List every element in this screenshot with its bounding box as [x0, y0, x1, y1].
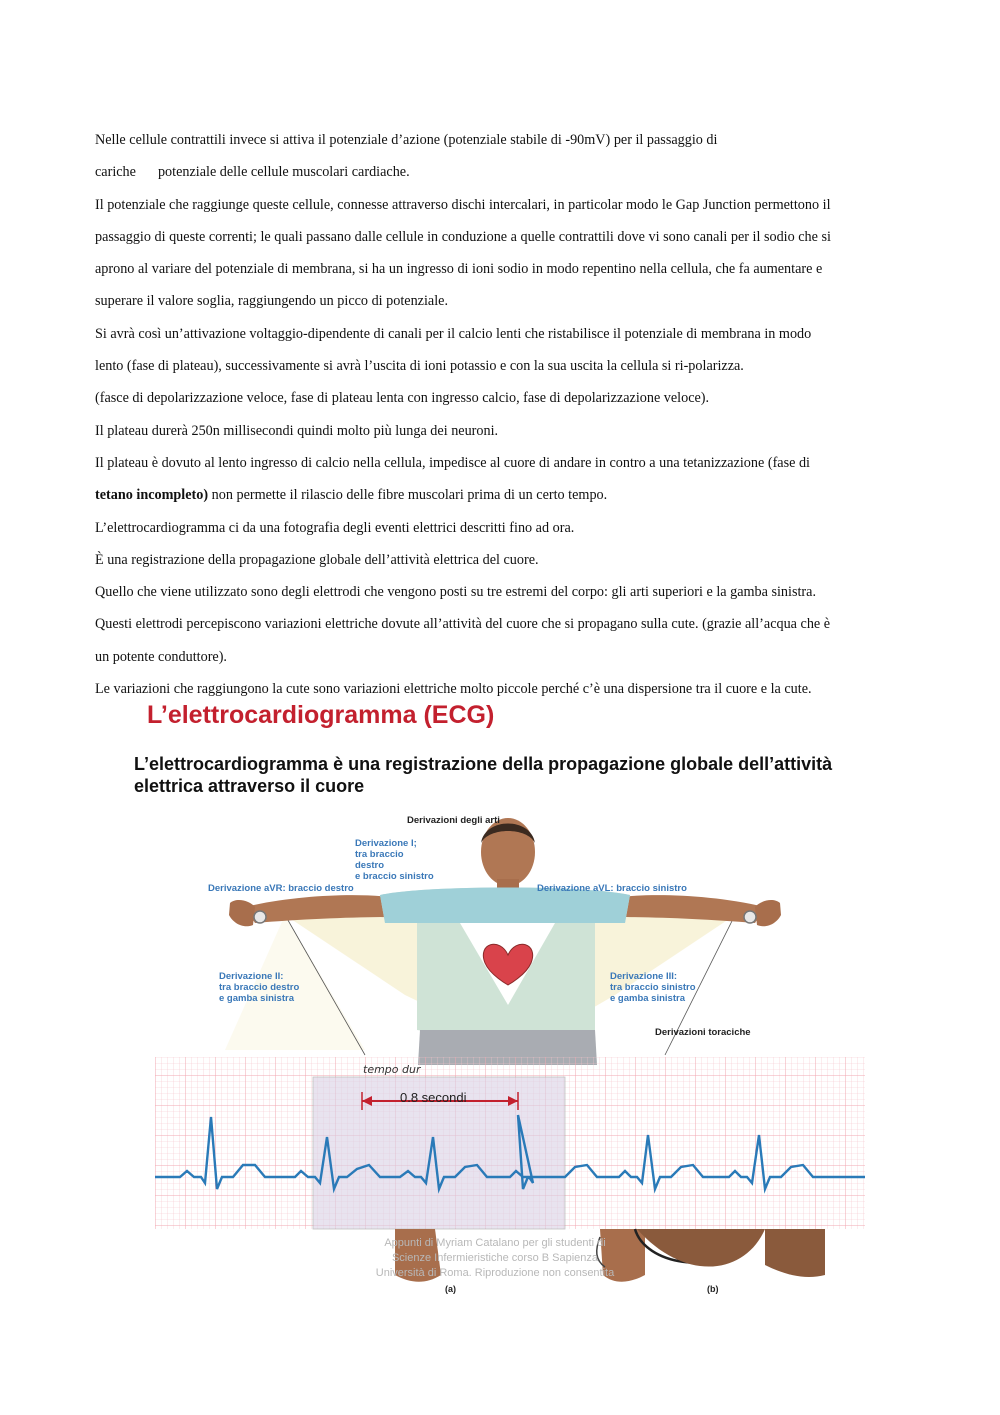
paragraph-line: aprono al variare del potenziale di membrana, si ha un ingresso di ioni sodio in modo repentino nella cellula, che fa aumentare e — [95, 261, 823, 278]
body-lead-diagram — [125, 805, 885, 1305]
paragraph-line: È una registrazione della propagazione globale dell’attività elettrica del cuore. — [95, 551, 539, 568]
label-line: Derivazione I; — [355, 838, 417, 849]
label-chest-leads: Derivazioni toraciche — [655, 1027, 751, 1038]
ecg-figure — [125, 695, 885, 1305]
label-line: Derivazione III: — [610, 971, 678, 982]
label-line: tra braccio destro — [219, 982, 300, 993]
text-fragment: cariche — [95, 164, 136, 181]
figure-title: L’elettrocardiogramma (ECG) — [147, 701, 495, 729]
label-avl: Derivazione aVL: braccio sinistro — [537, 883, 687, 894]
label-line: e gamba sinistra — [219, 993, 294, 1004]
paragraph-line: Il potenziale che raggiunge queste cellule, connesse attraverso dischi intercalari, in particolar modo le Gap Junction permettono il — [95, 196, 831, 213]
label-line: Derivazione II: — [219, 971, 284, 982]
body-text — [95, 124, 915, 705]
text-fragment: potenziale delle cellule muscolari cardiache. — [157, 164, 410, 181]
label-line: tra braccio — [355, 849, 404, 860]
paragraph-line: lento (fase di plateau), successivamente si avrà l’uscita di ioni potassio e con la sua uscita la cellula si ri-polarizza. — [95, 358, 744, 375]
text-fragment: non permette il rilascio delle fibre muscolari prima di un certo tempo. — [208, 487, 608, 504]
label-lead3 — [610, 971, 696, 1004]
paragraph-line: Il plateau durerà 250n millisecondi quindi molto più lunga dei neuroni. — [95, 422, 499, 439]
electrode-left-wrist — [744, 911, 756, 923]
ecg-illustration — [125, 805, 885, 1305]
label-limb-leads: Derivazioni degli arti — [407, 815, 500, 826]
paragraph-line: passaggio di queste correnti; le quali passano dalle cellule in conduzione a quelle contrattili dove vi sono canali per il sodio che si — [95, 228, 831, 245]
label-line: tra braccio sinistro — [610, 982, 696, 993]
paragraph-line: Le variazioni che raggiungono la cute sono variazioni elettriche molto piccole perché c’è una dispersione tra il cuore e la cute. — [95, 681, 812, 698]
paragraph-line: Si avrà così un’attivazione voltaggio-dipendente di canali per il calcio lenti che ristabilisce il potenziale di membrana in modo — [95, 325, 812, 342]
label-line: e gamba sinistra — [610, 993, 685, 1004]
paragraph-line — [95, 156, 915, 188]
paragraph-line: Nelle cellule contrattili invece si attiva il potenziale d’azione (potenziale stabile di -90mV) per il passaggio di — [95, 132, 718, 148]
panel-b-label: (b) — [707, 1284, 719, 1294]
right-hand — [229, 900, 255, 926]
watermark: Appunti di Myriam Catalano per gli studenti di Scienze Infermieristiche corso B Sapienza Università di Roma. Riproduzione non consentita — [375, 1237, 615, 1279]
label-avr: Derivazione aVR: braccio destro — [208, 883, 354, 894]
interval-label: 0.8 secondi — [400, 1090, 467, 1105]
left-hand — [755, 900, 781, 926]
handwritten-note: tempo dur — [363, 1063, 421, 1076]
label-lead1 — [355, 838, 434, 882]
paragraph-line: superare il valore soglia, raggiungendo un picco di potenziale. — [95, 293, 448, 310]
panel-a-label: (a) — [445, 1284, 456, 1294]
label-lead2 — [219, 971, 299, 1004]
paragraph-line — [95, 479, 915, 511]
label-line: e braccio sinistro — [355, 871, 434, 882]
paragraph-line: (fasce di depolarizzazione veloce, fase di plateau lenta con ingresso calcio, fase di depolarizzazione veloce). — [95, 390, 710, 407]
paragraph-line: Il plateau è dovuto al lento ingresso di calcio nella cellula, impedisce al cuore di andare in contro a una tetanizzazione (fase di — [95, 454, 810, 471]
label-line: destro — [355, 860, 385, 871]
chest-panel-body — [637, 1229, 765, 1267]
figure-subtitle: L’elettrocardiogramma è una registrazione della propagazione globale dell’attività elettrica attraverso il cuore — [134, 754, 833, 796]
paragraph-line: L’elettrocardiogramma ci da una fotografia degli eventi elettrici descritti fino ad ora. — [95, 519, 575, 536]
electrode-right-wrist — [254, 911, 266, 923]
paragraph-line: un potente conduttore). — [95, 648, 227, 665]
bold-term: tetano incompleto) — [95, 487, 209, 504]
paragraph-line: Questi elettrodi percepiscono variazioni elettriche dovute all’attività del cuore che si propagano sulla cute. (grazie all’acqua che è — [95, 616, 831, 633]
paragraph-line: Quello che viene utilizzato sono degli elettrodi che vengono posti su tre estremi del corpo: gli arti superiori e la gamba sinistra. — [95, 584, 816, 601]
